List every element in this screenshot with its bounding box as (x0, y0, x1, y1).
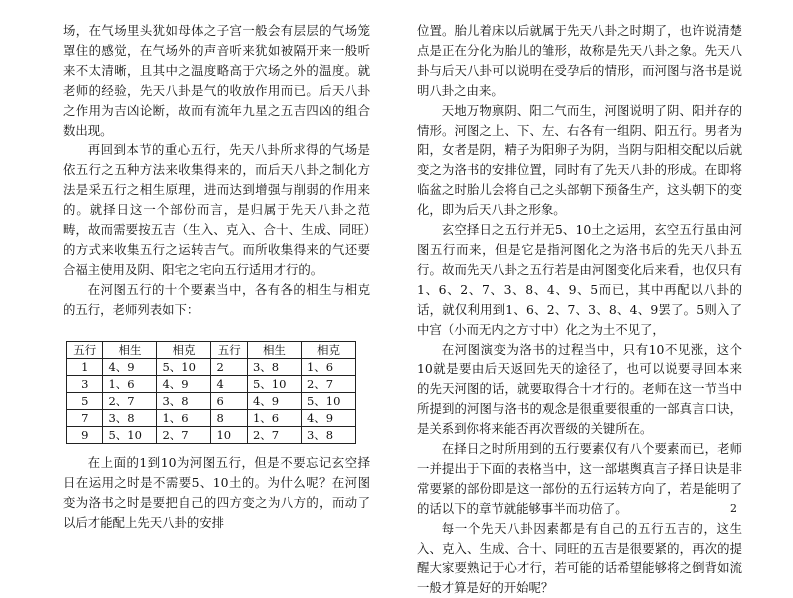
table-cell: 4、9 (103, 359, 157, 376)
left-bottom-text (63, 453, 370, 533)
table-cell: 2、7 (301, 376, 355, 393)
five-elements-table (66, 341, 356, 444)
table-row (67, 359, 356, 376)
table-header: 相生 (247, 342, 301, 359)
table-cell: 4 (211, 376, 247, 393)
table-cell: 1、6 (103, 376, 157, 393)
paragraph: 再回到本节的重心五行，先天八卦所求得的气场是依五行之五种方法来收集得来的，而后天八卦之制化方法是采五行之相生原理，进而达到增强与削弱的作用来的。就择日这一个部份而言，是归属于先天八卦之范畴，故而需要按五吉（生入、克入、合十、生成、同旺）的方式来收集五行之运转吉气。而所收集得来的气还要合福主使用及阴、阳宅之宅向五行适用才行的。 (63, 142, 370, 277)
table-header: 相克 (301, 342, 355, 359)
right-column (417, 21, 742, 598)
table-row (67, 376, 356, 393)
table-cell: 4、9 (247, 393, 301, 410)
table-header: 五行 (67, 342, 103, 359)
table-cell: 3、8 (247, 359, 301, 376)
table-cell: 7 (67, 410, 103, 427)
table-cell: 1、6 (247, 410, 301, 427)
table-cell: 9 (67, 427, 103, 444)
table-header: 相克 (157, 342, 211, 359)
table-cell: 10 (211, 427, 247, 444)
paragraph: 在河图五行的十个要素当中，各有各的相生与相克的五行，老师列表如下： (63, 281, 370, 317)
paragraph: 场，在气场里头犹如母体之子宫一般会有层层的气场笼罩住的感觉，在气场外的声音听来犹如被隔开来一般听来不太清晰，且其中之温度略高于穴场之外的温度。就老师的经验，先天八卦是气的收放作用而已。后天八卦之作用为吉凶论断，故而有流年九星之五吉四凶的组合数出现。 (63, 23, 370, 138)
table-cell: 8 (211, 410, 247, 427)
table-row (67, 410, 356, 427)
table-cell: 5、10 (247, 376, 301, 393)
paragraph: 在上面的1到10为河图五行，但是不要忘记玄空择日在运用之时是不需要5、10土的。为什么呢？在河图变为洛书之时是要把自己的四方变之为八方的，而动了以后才能配上先天八卦的安排 (63, 455, 370, 530)
left-column (63, 21, 370, 320)
paragraph: 在河图演变为洛书的过程当中，只有10不见涨，这个10就是要由后天返回先天的途径了，也可以说要寻回本来的先天河图的话，就要取得合十才行的。老师在这一节当中所提到的河图与洛书的观念是很重要很重的一部真言口诀，是关系到你将来能否再次晋级的关键所在。 (417, 341, 742, 437)
paragraph: 天地万物禀阴、阳二气而生，河图说明了阴、阳并存的情形。河图之上、下、左、右各有一组阴、阳五行。男者为阳，女者是阴，精子为阳卵子为阴，当阴与阳相交配以后就变之为洛书的安排位置，同时有了先天八卦的形成。在即将临盆之时胎儿会将自己之头部朝下预备生产，这头朝下的变化，即为后天八卦之形象。 (417, 102, 742, 218)
page-number: 2 (730, 502, 737, 515)
table-cell: 1、6 (301, 359, 355, 376)
paragraph: 位置。胎儿着床以后就属于先天八卦之时期了，也许说清楚点是正在分化为胎儿的雏形，故称是先天八卦之象。先天八卦与后天八卦可以说明在受孕后的情形，而河图与洛书是说明八卦之由来。 (417, 23, 742, 98)
table-cell: 2、7 (247, 427, 301, 444)
table-cell: 5、10 (157, 359, 211, 376)
table-cell: 2、7 (157, 427, 211, 444)
table-header: 五行 (211, 342, 247, 359)
table-cell: 5、10 (103, 427, 157, 444)
paragraph: 每一个先天八卦因素都是有自己的五行五吉的，这生入、克入、生成、合十、同旺的五吉是很要紧的，再次的提醒大家要熟记于心才行，若可能的话希望能够将之倒背如流一般才算是好的开始呢？ (417, 520, 742, 596)
table-row (67, 427, 356, 444)
paragraph: 在择日之时所用到的五行要素仅有八个要素而已，老师一并提出于下面的表格当中，这一部堪舆真言子择日诀是非常要紧的部份即是这一部份的五行运转方向了，若是能明了的话以下的章节就能够事半而功倍了。 (417, 441, 742, 516)
table-header: 相生 (103, 342, 157, 359)
paragraph: 玄空择日之五行并无5、10土之运用，玄空五行虽由河图五行而来，但是它是指河图化之为洛书后的先天八卦五行。故而先天八卦之五行若是由河图变化后来看，也仅只有1、6、2、7、3、8、4、9、5而已，其中再配以八卦的话，就仅利用到1、6、2、7、3、8、4、9罢了。5则入了中宫（小而无内之方寸中）化之为土不见了， (417, 222, 742, 337)
table-cell: 5、10 (301, 393, 355, 410)
table-header-row (67, 342, 356, 359)
table-cell: 2、7 (103, 393, 157, 410)
table-row (67, 393, 356, 410)
table-cell: 4、9 (301, 410, 355, 427)
table-cell: 3 (67, 376, 103, 393)
table-cell: 1 (67, 359, 103, 376)
table-cell: 3、8 (157, 393, 211, 410)
table-cell: 3、8 (301, 427, 355, 444)
table-cell: 6 (211, 393, 247, 410)
table-cell: 5 (67, 393, 103, 410)
table-cell: 3、8 (103, 410, 157, 427)
table-cell: 2 (211, 359, 247, 376)
table-cell: 1、6 (157, 410, 211, 427)
table-cell: 4、9 (157, 376, 211, 393)
